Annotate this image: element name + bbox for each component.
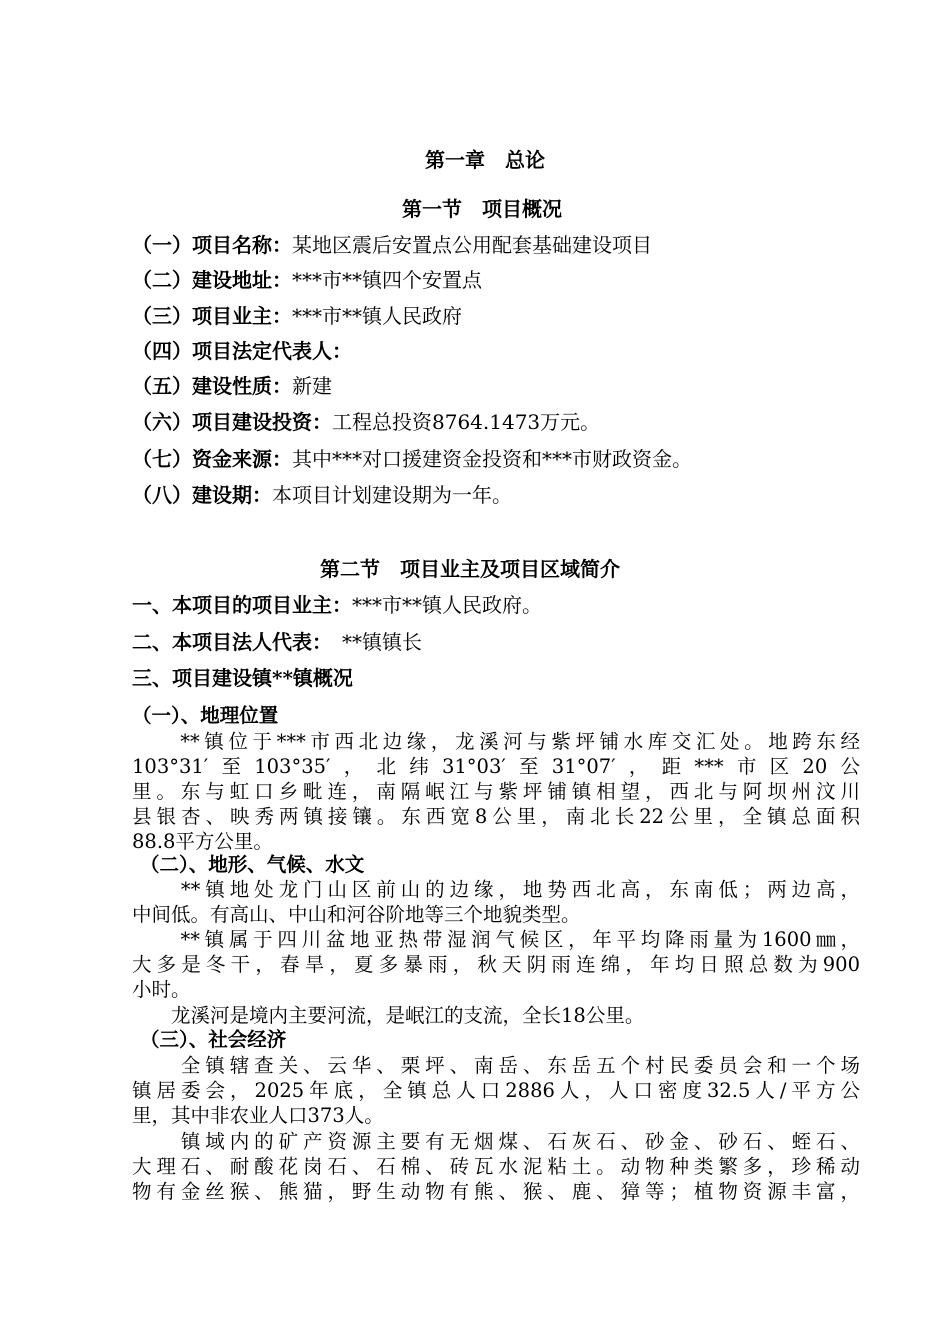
item-label: （八）建设期： <box>132 483 272 507</box>
item-label: （一）项目名称： <box>132 233 292 257</box>
item-value: ***市**镇人民政府 <box>292 304 462 328</box>
item-label: （四）项目法定代表人： <box>132 339 352 363</box>
item-label: （六）项目建设投资： <box>132 410 332 434</box>
item-value: 工程总投资8764.1473万元。 <box>332 410 601 434</box>
econ-heading: （三）、社会经济 <box>140 1028 287 1051</box>
section1-title: 第一节 项目概况 <box>402 197 562 221</box>
legal-rep-line <box>132 629 422 655</box>
terrain-heading: （二）、地形、气候、水文 <box>140 853 365 876</box>
resources-line: 大理石、耐酸花岗石、石棉、砖瓦水泥粘土。动物种类繁多，珍稀动 <box>132 1155 860 1178</box>
item-investment <box>132 409 600 435</box>
econ-line: 里，其中非农业人口373人。 <box>132 1104 384 1127</box>
resources-line: 镇域内的矿产资源主要有无烟煤、石灰石、砂金、砂石、蛭石、 <box>132 1130 860 1153</box>
geo-line: 县银杏、映秀两镇接镶。东西宽8公里，南北长22公里，全镇总面积 <box>132 805 860 828</box>
econ-line: 镇居委会，2025年底，全镇总人口2886人，人口密度32.5人/平方公 <box>132 1079 860 1102</box>
geo-line: **镇位于***市西北边缘，龙溪河与紫坪铺水库交汇处。地跨东经 <box>132 730 860 753</box>
item-owner <box>132 303 462 329</box>
climate-line: **镇属于四川盆地亚热带湿润气候区，年平均降雨量为1600㎜， <box>132 928 860 951</box>
econ-line: 全镇辖查关、云华、栗坪、南岳、东岳五个村民委员会和一个场 <box>132 1054 860 1077</box>
climate-line: 大多是冬干，春旱，夏多暴雨，秋天阴雨连绵，年均日照总数为900 <box>132 953 860 976</box>
section2-title: 第二节 项目业主及项目区域简介 <box>320 557 620 581</box>
item-value: ***市**镇四个安置点 <box>292 268 482 292</box>
resources-line: 物有金丝猴、熊猫，野生动物有熊、猴、鹿、獐等；植物资源丰富， <box>132 1180 860 1203</box>
item-funding <box>132 446 692 472</box>
owner-label: 一、本项目的项目业主： <box>132 593 352 617</box>
item-nature <box>132 373 332 399</box>
item-value: 新建 <box>292 374 332 398</box>
overview-heading: 三、项目建设镇**镇概况 <box>132 666 353 690</box>
item-value: 本项目计划建设期为一年。 <box>272 483 512 507</box>
geo-line: 里。东与虹口乡毗连，南隔岷江与紫坪铺镇相望，西北与阿坝州汶川 <box>132 780 860 803</box>
item-project-name <box>132 232 652 258</box>
item-label: （七）资金来源： <box>132 447 292 471</box>
geo-line: 103°31′至103°35′，北纬31°03′至31°07′，距***市区20公 <box>132 755 860 778</box>
item-address <box>132 267 482 293</box>
legal-rep-value: **镇镇长 <box>322 630 422 654</box>
terrain-line: **镇地处龙门山区前山的边缘，地势西北高，东南低；两边高， <box>132 878 860 901</box>
owner-line <box>132 592 542 618</box>
geo-line: 88.8平方公里。 <box>132 830 273 853</box>
chapter-title: 第一章 总论 <box>425 148 545 172</box>
item-label: （二）建设地址： <box>132 268 292 292</box>
legal-rep-label: 二、本项目法人代表： <box>132 630 322 654</box>
item-label: （三）项目业主： <box>132 304 292 328</box>
item-label: （五）建设性质： <box>132 374 292 398</box>
geo-heading: （一）、地理位置 <box>132 704 279 727</box>
owner-value: ***市**镇人民政府。 <box>352 593 542 617</box>
hydrology-line: 龙溪河是境内主要河流，是岷江的支流，全长18公里。 <box>132 1004 645 1027</box>
item-period <box>132 482 512 508</box>
item-value: 某地区震后安置点公用配套基础建设项目 <box>292 233 652 257</box>
terrain-line: 中间低。有高山、中山和河谷阶地等三个地貌类型。 <box>132 903 581 926</box>
climate-line: 小时。 <box>132 978 191 1001</box>
item-legal-rep <box>132 338 352 364</box>
item-value: 其中***对口援建资金投资和***市财政资金。 <box>292 447 692 471</box>
